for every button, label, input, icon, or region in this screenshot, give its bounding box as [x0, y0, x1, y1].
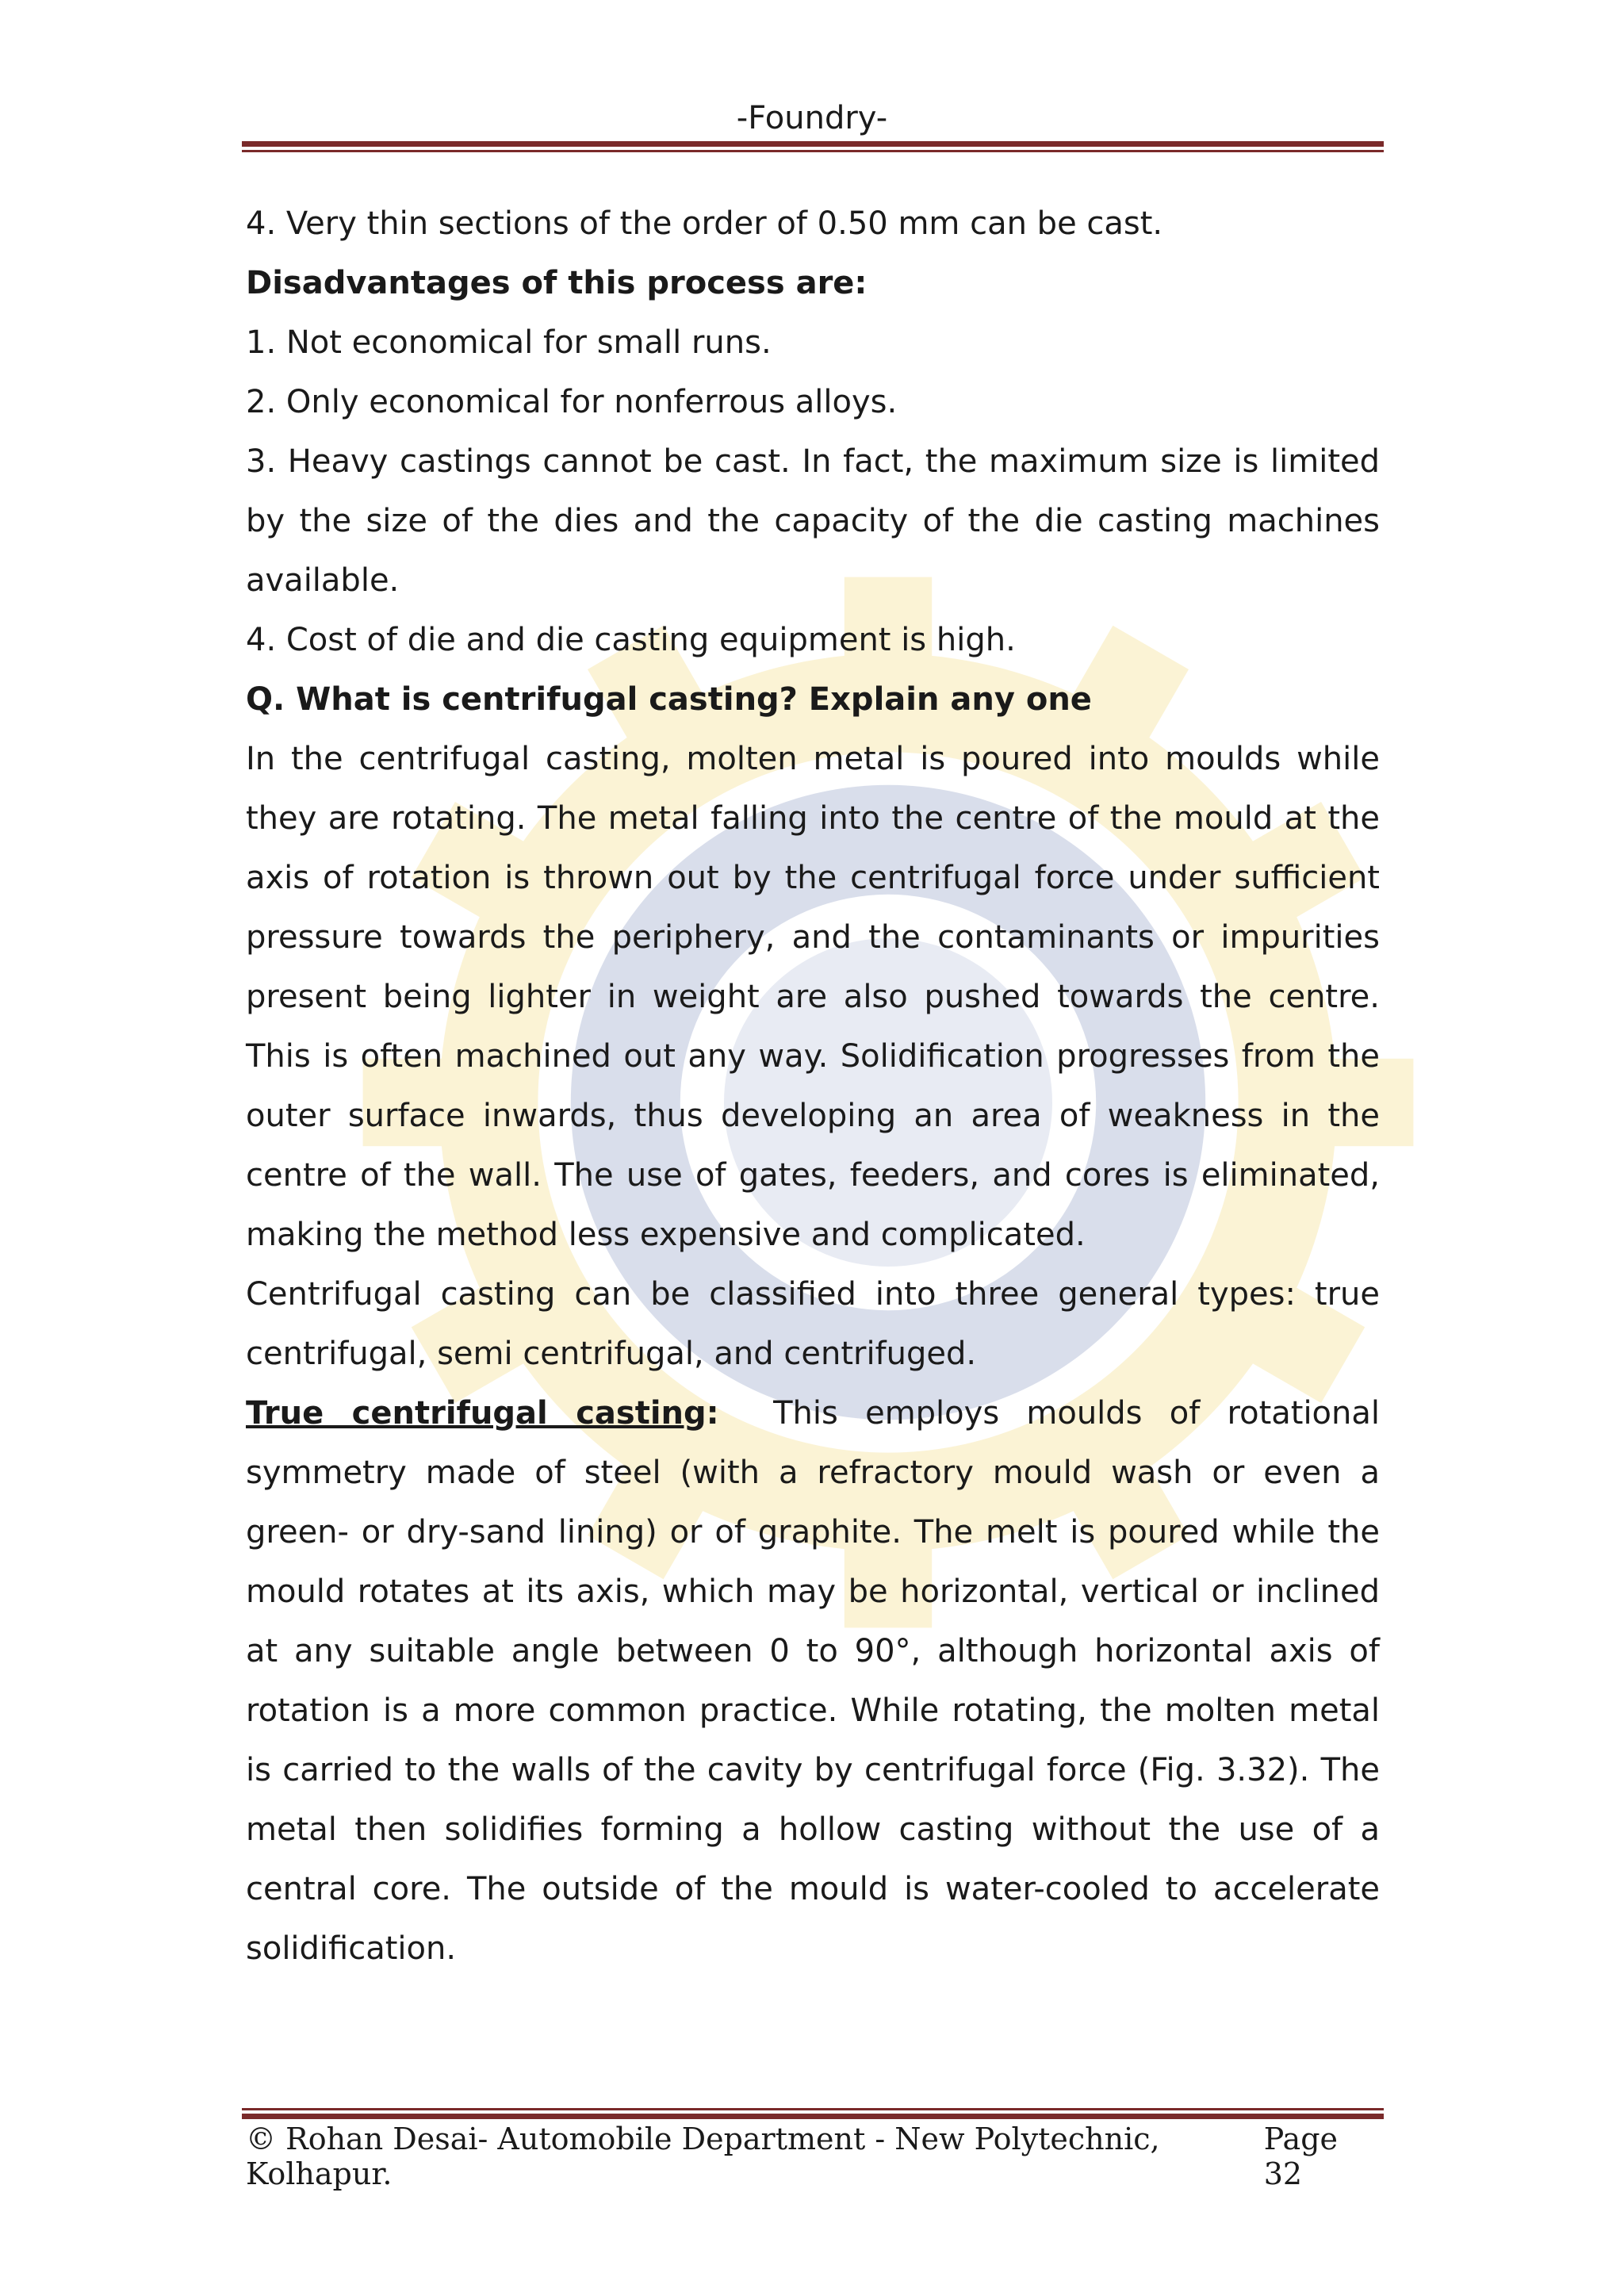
true-centrifugal-paragraph — [246, 1384, 1380, 1979]
footer-rule — [242, 2108, 1384, 2119]
page-number: Page 32 — [1263, 2122, 1339, 2191]
true-centrifugal-heading: True centrifugal casting — [246, 1395, 707, 1432]
header-rule — [242, 141, 1384, 152]
true-centrifugal-text: This employs moulds of rotational symmetry made of steel (with a refractory mould wash or even a green- or dry-sand lining) or of graphite. The melt is poured while the mould rotates at its axis, which may be horizontal, vertical or inclined at any suitable angle between 0 to 90°, although horizontal axis of rotation is a more common practice. While rotating, the molten metal is carried to the walls of the cavity by centrifugal force (Fig. 3.32). The metal then solidifies forming a hollow casting without the use of a central core. The outside of the mould is water-cooled to accelerate solidification. — [246, 1395, 1381, 1967]
page-content — [246, 194, 1380, 1979]
disadvantage-item-3: 3. Heavy castings cannot be cast. In fact, the maximum size is limited by the size of the dies and the capacity of the die casting machines available. — [246, 443, 1380, 599]
disadvantage-item-1: 1. Not economical for small runs. — [246, 324, 772, 361]
disadvantage-item-4: 4. Cost of die and die casting equipment is high. — [246, 622, 1016, 658]
footer-credit: © Rohan Desai- Automobile Department - New Polytechnic, Kolhapur. — [246, 2122, 1160, 2191]
true-centrifugal-colon: : — [706, 1395, 719, 1432]
types-paragraph: Centrifugal casting can be classified into three general types: true centrifugal, semi centrifugal, and centrifuged. — [246, 1276, 1380, 1372]
header-title: -Foundry- — [736, 100, 888, 136]
intro-paragraph: In the centrifugal casting, molten metal is poured into moulds while they are rotating. The metal falling into the centre of the mould at the axis of rotation is thrown out by the centrifugal force under sufficient pressure towards the periphery, and the contaminants or impurities present being lighter in weight are also pushed towards the centre. This is often machined out any way. Solidification progresses from the outer surface inwards, thus developing an area of weakness in the centre of the wall. The use of gates, feeders, and cores is eliminated, making the method less expensive and complicated. — [246, 741, 1380, 1253]
footer — [246, 2122, 1380, 2191]
question-heading: Q. What is centrifugal casting? Explain any one — [246, 681, 1092, 718]
disadvantages-heading: Disadvantages of this process are: — [246, 265, 868, 301]
disadvantage-item-2: 2. Only economical for nonferrous alloys. — [246, 384, 898, 420]
advantage-item-4: 4. Very thin sections of the order of 0.50 mm can be cast. — [246, 205, 1163, 242]
